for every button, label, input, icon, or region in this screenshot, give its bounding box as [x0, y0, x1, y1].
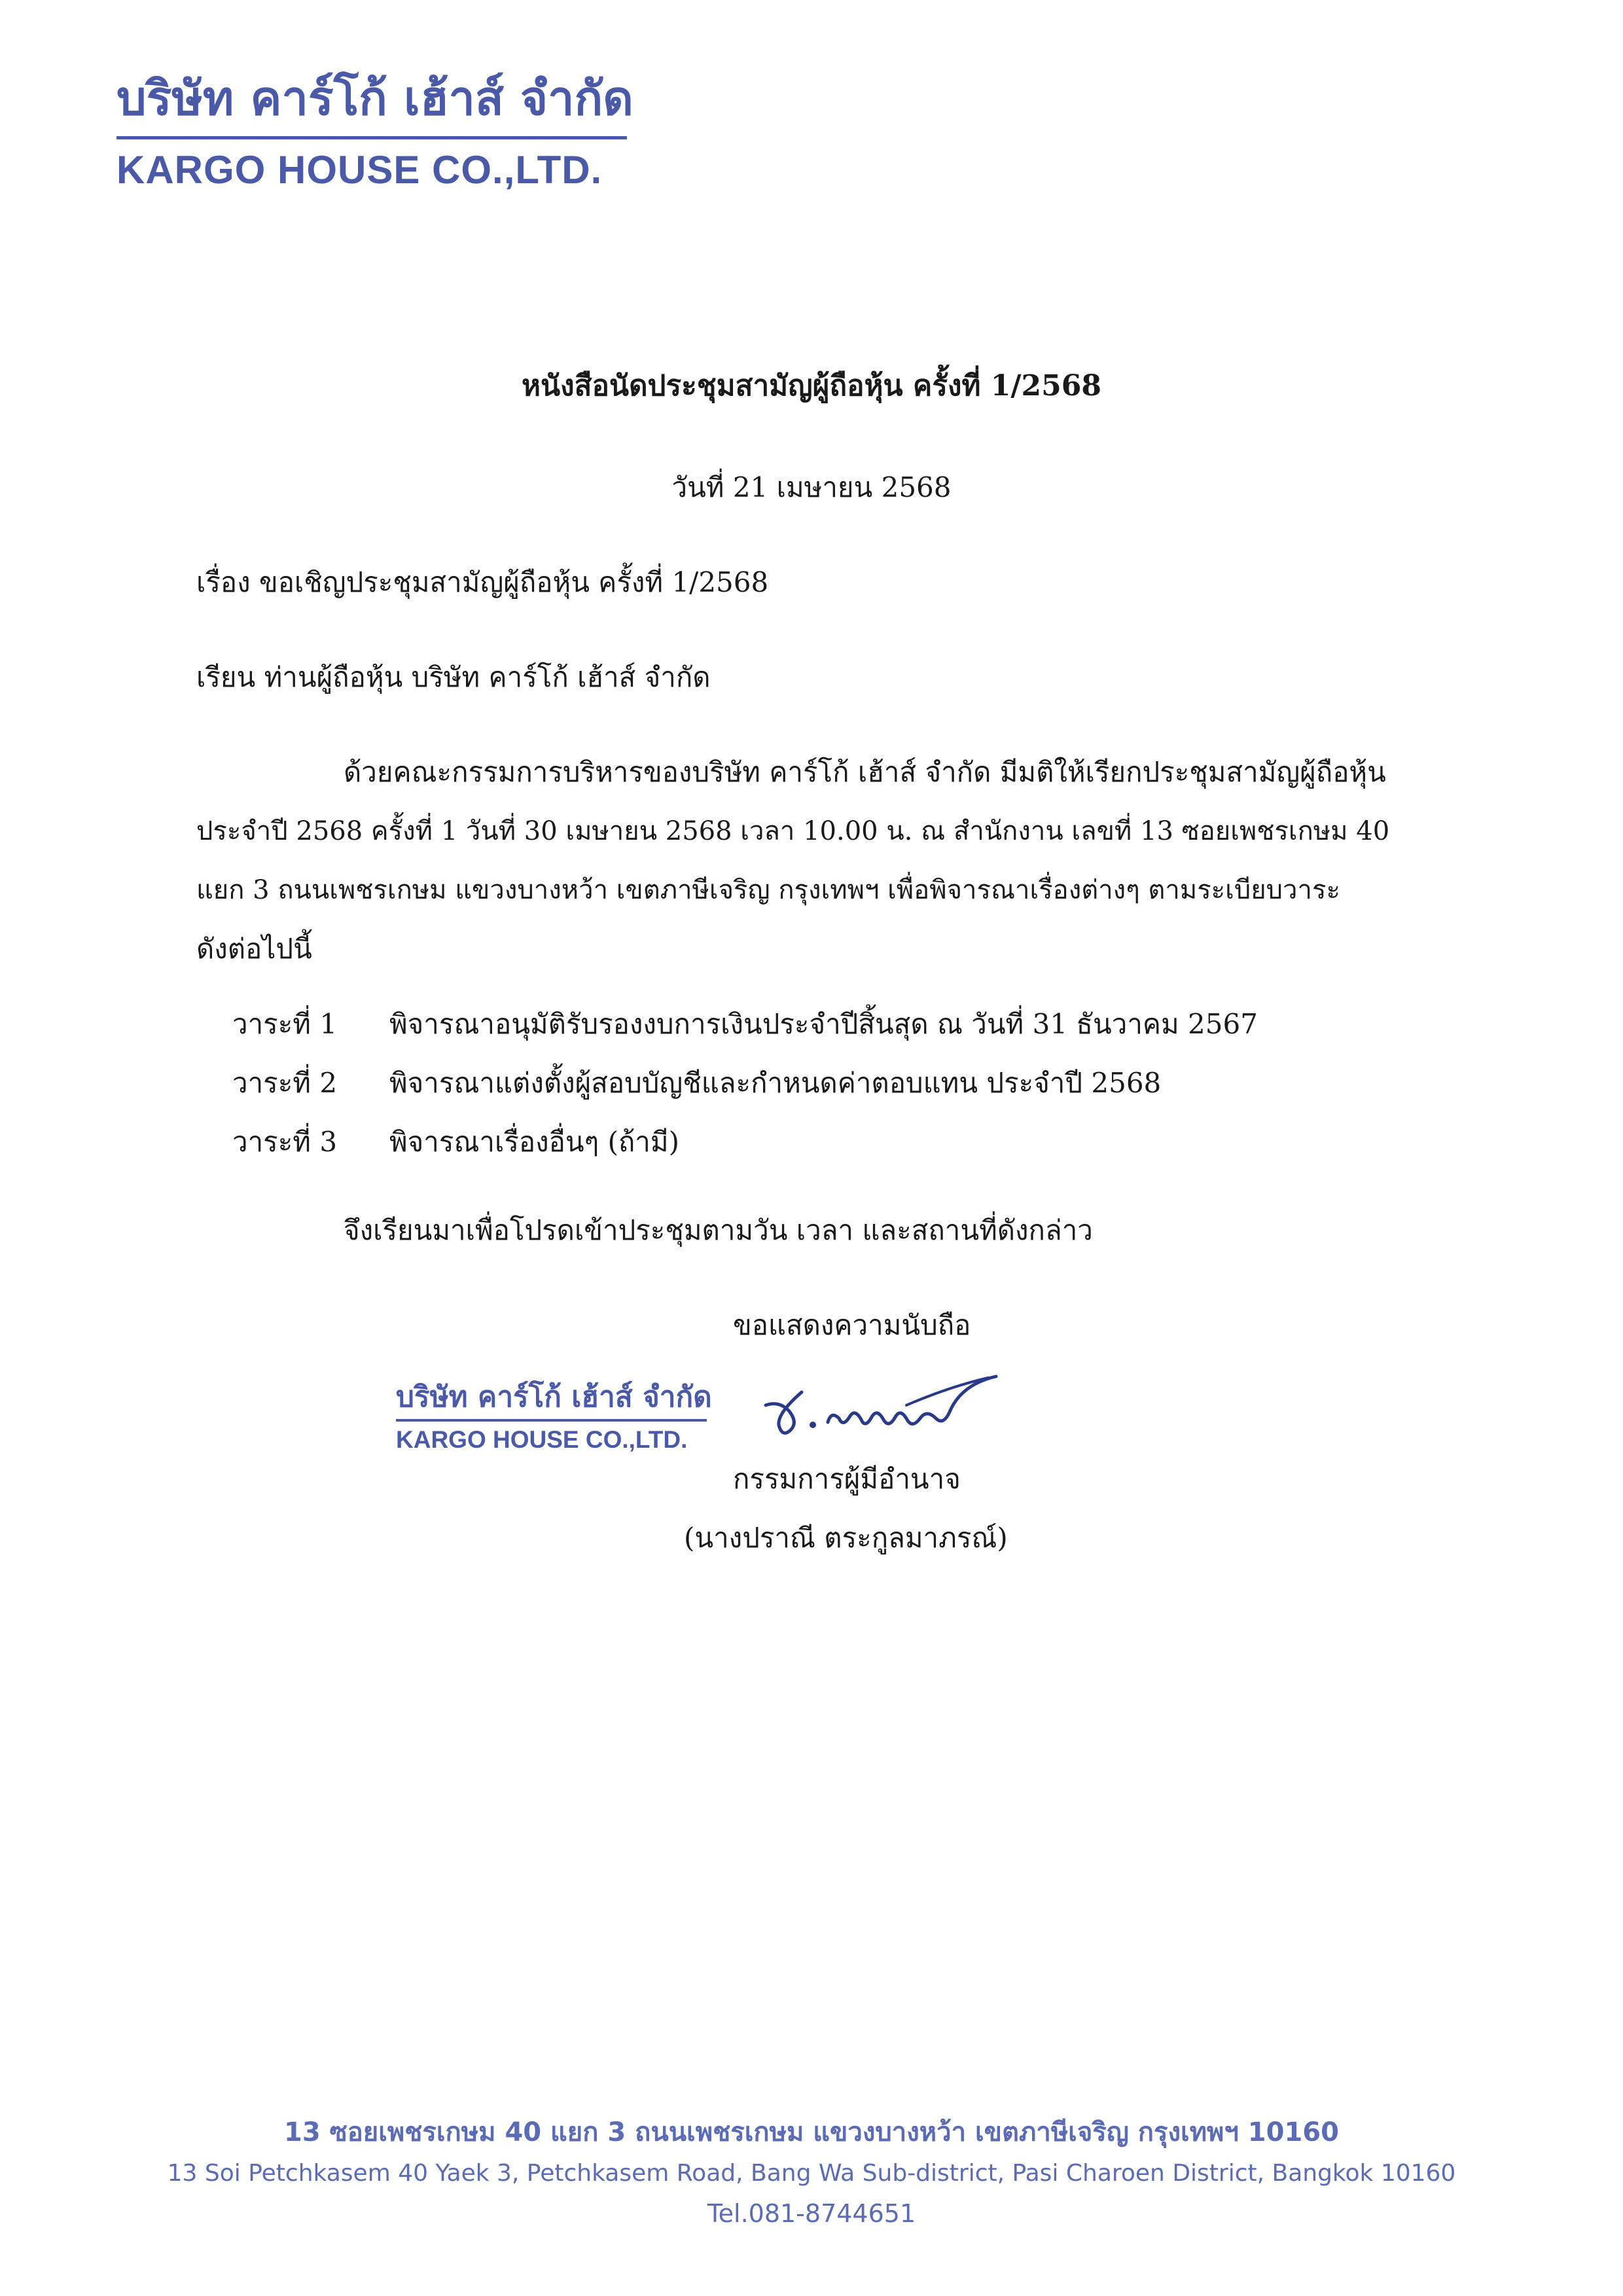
signer-title: กรรมการผู้มีอำนาจ	[733, 1463, 961, 1495]
handwritten-signature	[753, 1365, 1001, 1450]
document-title: หนังสือนัดประชุมสามัญผู้ถือหุ้น ครั้งที่ 1/2568	[522, 369, 1101, 403]
letterhead-divider	[116, 136, 627, 139]
body-paragraph-line-4: ดังต่อไปนี้	[196, 933, 312, 965]
regards-text: ขอแสดงความนับถือ	[733, 1309, 971, 1341]
signer-name: (นางปราณี ตระกูลมาภรณ์)	[684, 1522, 1008, 1554]
company-stamp-name-en: KARGO HOUSE CO.,LTD.	[396, 1426, 688, 1453]
agenda-text: พิจารณาอนุมัติรับรองงบการเงินประจำปีสิ้นสุด ณ วันที่ 31 ธันวาคม 2567	[389, 1008, 1258, 1040]
agenda-number: วาระที่ 2	[232, 1067, 338, 1099]
company-stamp-name-th: บริษัท คาร์โก้ เฮ้าส์ จำกัด	[396, 1380, 712, 1414]
document-recipient: เรียน ท่านผู้ถือหุ้น บริษัท คาร์โก้ เฮ้าส์ จำกัด	[196, 661, 711, 693]
body-paragraph-line-3: แยก 3 ถนนเพชรเกษม แขวงบางหว้า เขตภาษีเจริญ กรุงเทพฯ เพื่อพิจารณาเรื่องต่างๆ ตามระเบียบวาระ	[196, 875, 1340, 905]
agenda-text: พิจารณาเรื่องอื่นๆ (ถ้ามี)	[389, 1126, 679, 1158]
body-paragraph-line-2: ประจำปี 2568 ครั้งที่ 1 วันที่ 30 เมษายน 2568 เวลา 10.00 น. ณ สำนักงาน เลขที่ 13 ซอยเพชรเกษม 40	[196, 816, 1390, 846]
body-paragraph-line-1: ด้วยคณะกรรมการบริหารของบริษัท คาร์โก้ เฮ้าส์ จำกัด มีมติให้เรียกประชุมสามัญผู้ถือหุ้น	[344, 756, 1386, 788]
footer-address-th: 13 ซอยเพชรเกษม 40 แยก 3 ถนนเพชรเกษม แขวงบางหว้า เขตภาษีเจริญ กรุงเทพฯ 10160	[284, 2117, 1339, 2147]
agenda-number: วาระที่ 1	[232, 1008, 338, 1040]
footer-tel: Tel.081-8744651	[707, 2199, 916, 2228]
closing-sentence: จึงเรียนมาเพื่อโปรดเข้าประชุมตามวัน เวลา และสถานที่ดังกล่าว	[344, 1214, 1093, 1246]
letterhead-company-name-en: KARGO HOUSE CO.,LTD.	[116, 148, 603, 192]
document-subject: เรื่อง ขอเชิญประชุมสามัญผู้ถือหุ้น ครั้งที่ 1/2568	[196, 566, 769, 598]
footer-address-en: 13 Soi Petchkasem 40 Yaek 3, Petchkasem Road, Bang Wa Sub-district, Pasi Charoen District, Bangkok 10160	[167, 2160, 1456, 2187]
document-date: วันที่ 21 เมษายน 2568	[671, 471, 952, 503]
letterhead-company-name-th: บริษัท คาร์โก้ เฮ้าส์ จำกัด	[116, 71, 633, 126]
agenda-text: พิจารณาแต่งตั้งผู้สอบบัญชีและกำหนดค่าตอบแทน ประจำปี 2568	[389, 1067, 1162, 1099]
agenda-number: วาระที่ 3	[232, 1126, 338, 1158]
